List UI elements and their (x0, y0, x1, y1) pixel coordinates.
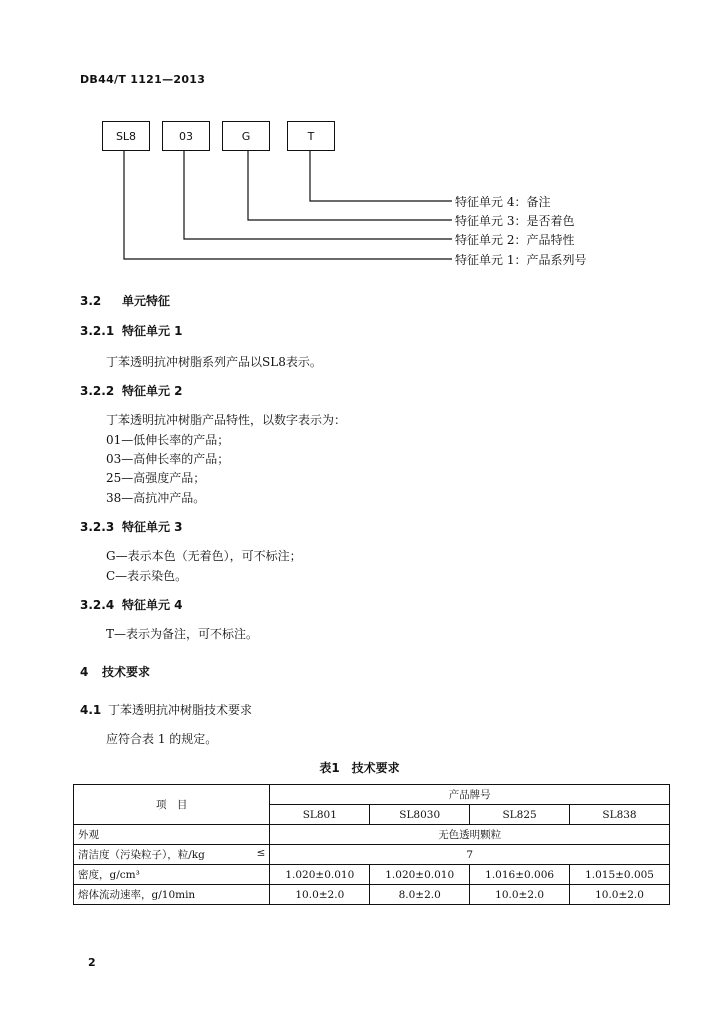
table-row (74, 885, 670, 905)
heading-number: 4 (80, 665, 89, 679)
merged-value: 7 (270, 845, 670, 865)
list-item: 01—低伸长率的产品； (106, 433, 230, 447)
product-header: SL838 (570, 805, 670, 825)
label-unit-4: 特征单元 4：备注 (455, 195, 551, 209)
heading-number: 4.1 (80, 703, 102, 717)
cell-value: 1.015±0.005 (570, 865, 670, 885)
row-label: 熔体流动速率，g/10min (74, 885, 270, 905)
product-header: SL8030 (370, 805, 470, 825)
code-box-color: G (222, 121, 270, 151)
spec-table (73, 784, 670, 905)
heading-4-1 (80, 701, 252, 718)
cell-value: 1.020±0.010 (370, 865, 470, 885)
cell-value: 10.0±2.0 (470, 885, 570, 905)
diagram-connectors (0, 0, 719, 280)
paragraph: 丁苯透明抗冲树脂产品特性，以数字表示为： (106, 413, 347, 427)
table-caption: 表1 技术要求 (319, 761, 400, 775)
paragraph: 应符合表 1 的规定。 (106, 732, 218, 746)
list-item: 25—高强度产品； (106, 471, 206, 485)
label-unit-2: 特征单元 2：产品特性 (455, 233, 575, 247)
heading-number: 3.2.2 (80, 384, 115, 398)
heading-title: 特征单元 4 (122, 598, 183, 612)
table-row (74, 825, 670, 845)
heading-4 (80, 663, 150, 680)
cell-value: 10.0±2.0 (570, 885, 670, 905)
list-item: C—表示染色。 (106, 569, 188, 583)
connector-unit-3 (248, 151, 452, 220)
heading-3-2-2 (80, 382, 183, 399)
table-row (74, 865, 670, 885)
code-box-series: SL8 (102, 121, 150, 151)
paragraph: T—表示为备注，可不标注。 (106, 627, 259, 641)
heading-title: 单元特征 (122, 294, 171, 308)
cell-value: 1.020±0.010 (270, 865, 370, 885)
paragraph: 丁苯透明抗冲树脂系列产品以SL8表示。 (106, 355, 322, 369)
label-unit-1: 特征单元 1：产品系列号 (455, 253, 587, 267)
heading-title: 丁苯透明抗冲树脂技术要求 (108, 703, 253, 717)
heading-number: 3.2 (80, 294, 102, 308)
list-item: G—表示本色（无着色），可不标注； (106, 549, 302, 563)
cell-value: 1.016±0.006 (470, 865, 570, 885)
heading-title: 特征单元 1 (122, 324, 183, 338)
row-label: 外观 (74, 825, 270, 845)
item-header: 项 目 (74, 785, 270, 825)
product-group-header: 产品牌号 (270, 785, 670, 805)
heading-3-2-3 (80, 518, 183, 535)
row-label: 密度，g/cm³ (74, 865, 270, 885)
merged-value: 无色透明颗粒 (270, 825, 670, 845)
heading-number: 3.2.4 (80, 598, 115, 612)
heading-number: 3.2.1 (80, 324, 115, 338)
cell-value: 8.0±2.0 (370, 885, 470, 905)
heading-title: 技术要求 (102, 665, 151, 679)
product-header: SL825 (470, 805, 570, 825)
page-number: 2 (88, 956, 96, 969)
code-box-note: T (287, 121, 335, 151)
label-unit-3: 特征单元 3：是否着色 (455, 214, 575, 228)
heading-3-2-1 (80, 322, 183, 339)
row-label-cell (74, 845, 270, 865)
product-header: SL801 (270, 805, 370, 825)
row-label: 清洁度（污染粒子），粒/kg (78, 849, 205, 861)
connector-unit-4 (310, 151, 452, 201)
heading-title: 特征单元 3 (122, 520, 183, 534)
connector-unit-2 (184, 151, 452, 239)
heading-3-2 (80, 292, 170, 309)
code-box-property: 03 (162, 121, 210, 151)
document-id: DB44/T 1121—2013 (80, 73, 206, 86)
connector-unit-1 (124, 151, 452, 259)
heading-title: 特征单元 2 (122, 384, 183, 398)
table-header-row (74, 785, 670, 805)
heading-3-2-4 (80, 596, 183, 613)
table-row (74, 845, 670, 865)
list-item: 03—高伸长率的产品； (106, 452, 230, 466)
heading-number: 3.2.3 (80, 520, 115, 534)
list-item: 38—高抗冲产品。 (106, 491, 206, 505)
row-operator: ≤ (256, 847, 266, 859)
cell-value: 10.0±2.0 (270, 885, 370, 905)
